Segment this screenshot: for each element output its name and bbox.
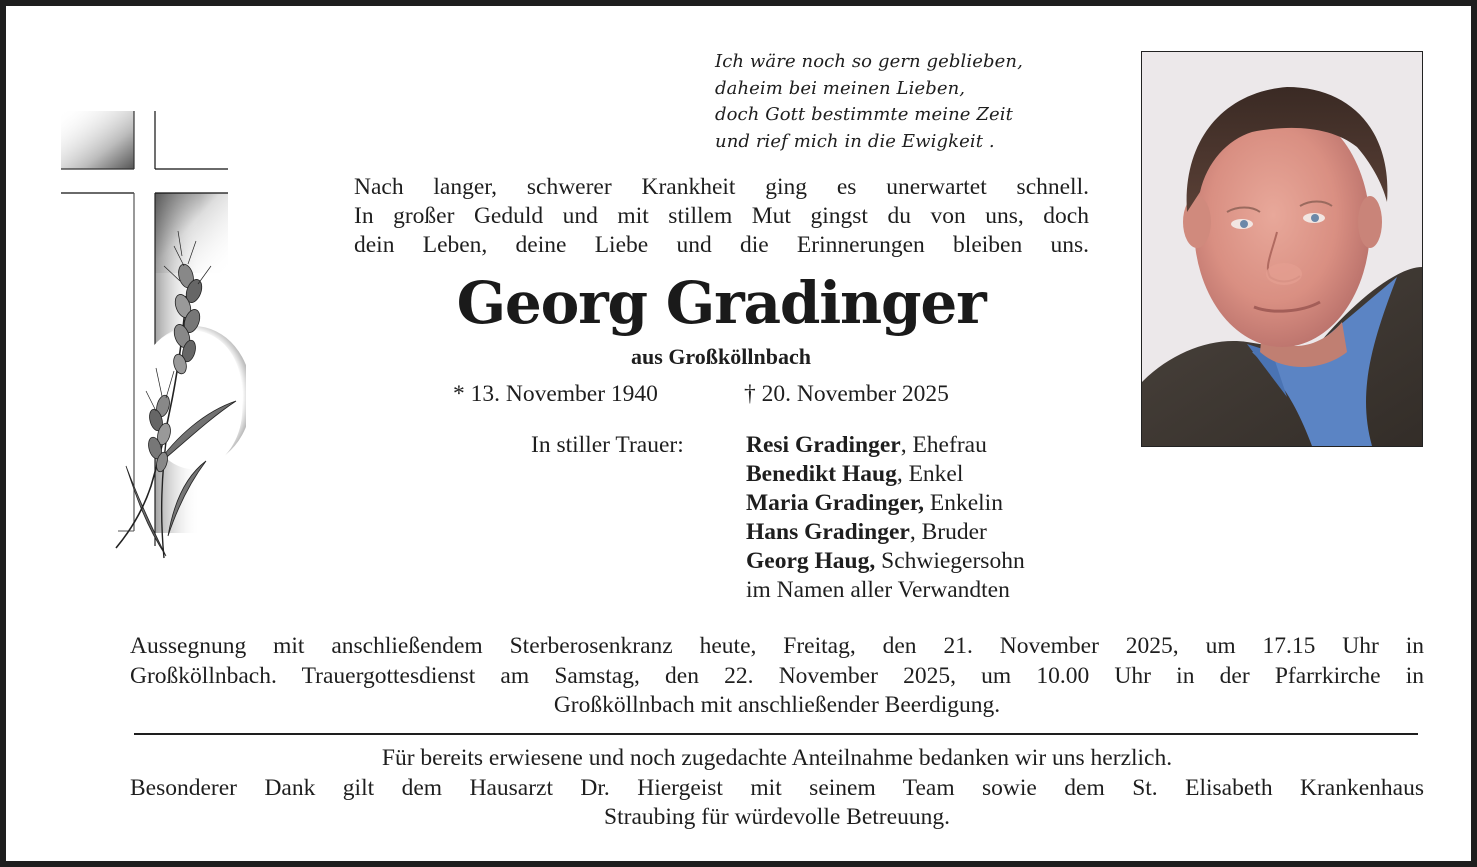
service-line: Aussegnung mit anschließendem Sterberosenkranz heute, Freitag, den 21. November 2025, um 17.15 Uhr in (130, 633, 1424, 659)
poem-line: und rief mich in die Ewigkeit . (715, 130, 995, 152)
intro-paragraph (354, 173, 1089, 260)
poem-line: Ich wäre noch so gern geblieben, (715, 51, 1023, 72)
deceased-origin: aus Großköllnbach (631, 344, 811, 369)
thanks-line: Straubing für würdevolle Betreuung. (604, 804, 950, 830)
poem-line: doch Gott bestimmte meine Zeit (715, 104, 1013, 125)
thanks-line: Besonderer Dank gilt dem Hausarzt Dr. Hiergeist mit seinem Team sowie dem St. Elisabeth Krankenhaus (130, 774, 1424, 801)
portrait-photo (1141, 51, 1423, 447)
mourner-entry (746, 460, 1025, 489)
mourner-relation: Enkelin (923, 490, 1003, 516)
service-line: Großköllnbach. Trauergottesdienst am Samstag, den 22. November 2025, um 10.00 Uhr in der Pfarrkirche in (130, 662, 1424, 689)
birth-date: * 13. November 1940 (453, 381, 658, 407)
service-line: Großköllnbach mit anschließender Beerdigung. (553, 692, 1001, 718)
mourner-name: Maria Gradinger, (746, 490, 924, 516)
mourners-list (746, 431, 1025, 605)
intro-line: Nach langer, schwerer Krankheit ging es unerwartet schnell. (354, 174, 1089, 200)
mourners-closing: im Namen aller Verwandten (746, 577, 1010, 603)
mourners-label: In stiller Trauer: (531, 432, 684, 458)
thanks-paragraph (130, 744, 1424, 833)
mourner-entry (746, 431, 1025, 460)
thanks-line: Für bereits erwiesene und noch zugedachte Anteilnahme bedanken wir uns herzlich. (381, 745, 1173, 771)
memorial-poem (715, 49, 1115, 155)
mourner-entry (746, 547, 1025, 576)
intro-line: In großer Geduld und mit stillem Mut gingst du von uns, doch (354, 203, 1089, 229)
cross-with-wheat-icon (56, 106, 246, 566)
mourner-name: Resi Gradinger (746, 432, 901, 458)
deceased-name: Georg Gradinger (456, 269, 986, 337)
poem-line: daheim bei meinen Lieben, (715, 77, 966, 99)
section-divider (134, 733, 1418, 735)
mourner-name: Benedikt Haug (746, 461, 897, 487)
mourner-entry (746, 489, 1025, 518)
mourner-entry (746, 518, 1025, 547)
funeral-service-info (130, 632, 1424, 721)
mourner-relation: , Bruder (909, 519, 987, 545)
mourner-relation: Schwiegersohn (875, 548, 1025, 574)
mourner-relation: , Ehefrau (900, 432, 987, 458)
death-date: † 20. November 2025 (744, 381, 949, 407)
mourner-relation: , Enkel (896, 461, 964, 487)
mourner-name: Hans Gradinger (746, 519, 910, 545)
mourner-name: Georg Haug, (746, 548, 876, 574)
intro-line: dein Leben, deine Liebe und die Erinnerungen bleiben uns. (354, 232, 1089, 258)
